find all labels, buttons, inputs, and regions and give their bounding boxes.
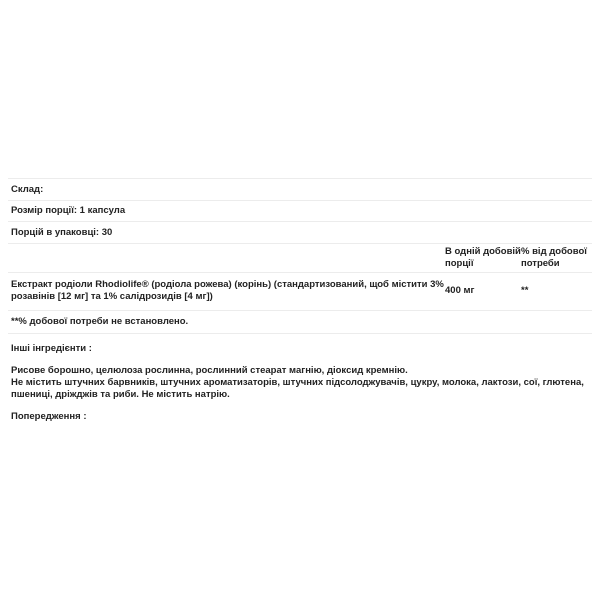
serving-size-row (8, 200, 592, 222)
serving-size: Розмір порції: 1 капсула (11, 205, 126, 217)
servings-per-container: Порцій в упаковці: 30 (11, 226, 113, 238)
header-daily-value: % від добової потреби (521, 245, 587, 269)
servings-per-container-row (8, 221, 592, 243)
ingredient-name: Екстракт родіоли Rhodiolife® (родіола рожева) (корінь) (стандартизований, щоб містити 3% розавінів [12 мг] та 1% салідрозидів [4 мг]) (11, 279, 444, 302)
ingredient-daily-value: ** (521, 285, 529, 296)
other-ingredients-line1: Рисове борошно, целюлоза рослинна, рослинний стеарат магнію, діоксид кремнію. (11, 365, 408, 376)
table-header-row (8, 243, 592, 272)
warnings-title: Попередження : (11, 411, 87, 422)
supplement-facts-table (8, 178, 592, 334)
footnote-row (8, 310, 592, 334)
composition-label: Склад: (11, 183, 44, 195)
header-amount: В одній добовій порції (445, 245, 521, 269)
footnote: **% добової потреби не встановлено. (11, 316, 189, 327)
other-info-section (11, 343, 591, 423)
ingredient-amount: 400 мг (445, 285, 475, 296)
table-row (8, 272, 592, 310)
other-ingredients-line2: Не містить штучних барвників, штучних ароматизаторів, штучних підсолоджувачів, цукру, молока, лактози, сої, глютена, пшениці, дріжджів та риби. Не містить натрію. (11, 377, 584, 400)
other-ingredients-title: Інші інгредієнти : (11, 343, 92, 354)
composition-row (8, 178, 592, 200)
